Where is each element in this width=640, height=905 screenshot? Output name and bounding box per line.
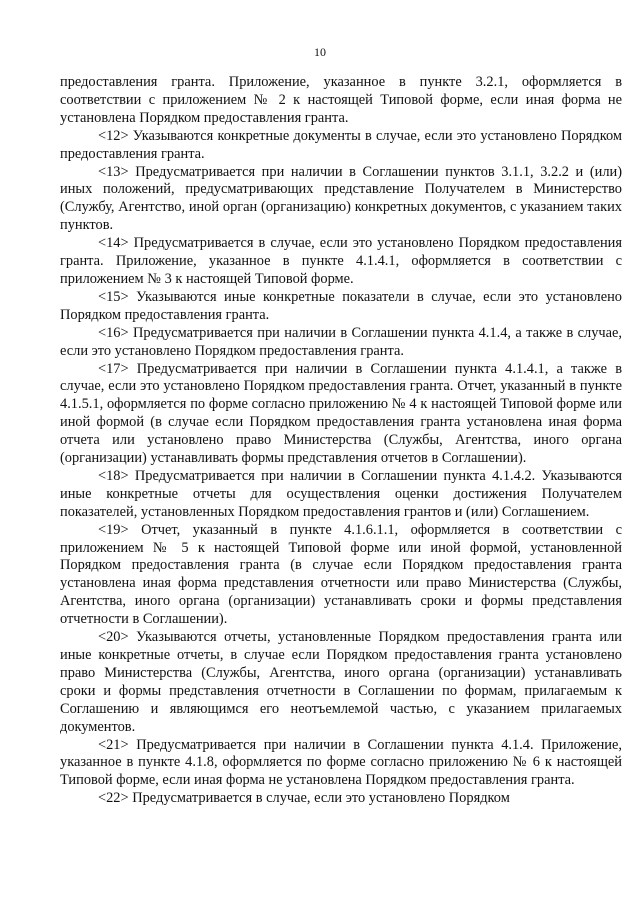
page-number: 10 [314, 45, 326, 59]
footnote-17: <17> Предусматривается при наличии в Соглашении пункта 4.1.4.1, а также в случае, если это установлено Порядком предоставления гранта. Отчет, указанный в пункте 4.1.5.1, оформляется по форме согласно приложению № 4 к настоящей Типовой форме или иной формой (в случае если Порядком предоставления гранта установлена иная форма отчета или установлено право Министерства (Службы, Агентства, иного органа (организации) устанавливать формы представления отчетов в Соглашении). [60, 360, 622, 467]
footnote-13: <13> Предусматривается при наличии в Соглашении пунктов 3.1.1, 3.2.2 и (или) иных положений, предусматривающих представление Получателем в Министерство (Службу, Агентство, иной орган (организацию) конкретных документов, с указанием таких пунктов. [60, 163, 622, 234]
footnote-16: <16> Предусматривается при наличии в Соглашении пункта 4.1.4, а также в случае, если это установлено Порядком предоставления гранта. [60, 324, 622, 359]
footnote-21: <21> Предусматривается при наличии в Соглашении пункта 4.1.4. Приложение, указанное в пункте 4.1.8, оформляется по форме согласно приложению № 6 к настоящей Типовой форме, если иная форма не установлена Порядком предоставления гранта. [60, 736, 622, 789]
footnote-18: <18> Предусматривается при наличии в Соглашении пункта 4.1.4.2. Указываются иные конкретные отчеты для осуществления оценки достижения Получателем показателей, установленных Порядком предоставления грантов и (или) Соглашением. [60, 467, 622, 520]
footnote-15: <15> Указываются иные конкретные показатели в случае, если это установлено Порядком предоставления гранта. [60, 288, 622, 323]
footnote-12: <12> Указываются конкретные документы в случае, если это установлено Порядком предоставления гранта. [60, 127, 622, 162]
footnote-22: <22> Предусматривается в случае, если это установлено Порядком [98, 790, 510, 807]
footnote-19: <19> Отчет, указанный в пункте 4.1.6.1.1, оформляется в соответствии с приложением № 5 к настоящей Типовой форме или иной формой, установленной Порядком предоставления гранта (в случае если Порядком предоставления гранта установлена иная форма представления отчетности или право Министерства (Службы, Агентства, иного органа (организации) устанавливать сроки и формы представления отчетности в Соглашении). [60, 521, 622, 628]
paragraph-continuation: предоставления гранта. Приложение, указанное в пункте 3.2.1, оформляется в соответствии с приложением № 2 к настоящей Типовой форме, если иная форма не установлена Порядком предоставления гранта. [60, 74, 622, 126]
footnote-14: <14> Предусматривается в случае, если это установлено Порядком предоставления гранта. Приложение, указанное в пункте 4.1.4.1, оформляется в соответствии с приложением № 3 к настоящей Типовой форме. [60, 235, 622, 287]
document-body [60, 74, 622, 808]
footnote-20: <20> Указываются отчеты, установленные Порядком предоставления гранта или иные конкретные отчеты, в случае если Порядком предоставления гранта установлено право Министерства (Службы, Агентства, иного органа (организации) устанавливать сроки и формы представления отчетности в Соглашении по формам, прилагаемым к Соглашению и являющимся его неотъемлемой частью, с указанием прилагаемых документов. [60, 629, 622, 735]
